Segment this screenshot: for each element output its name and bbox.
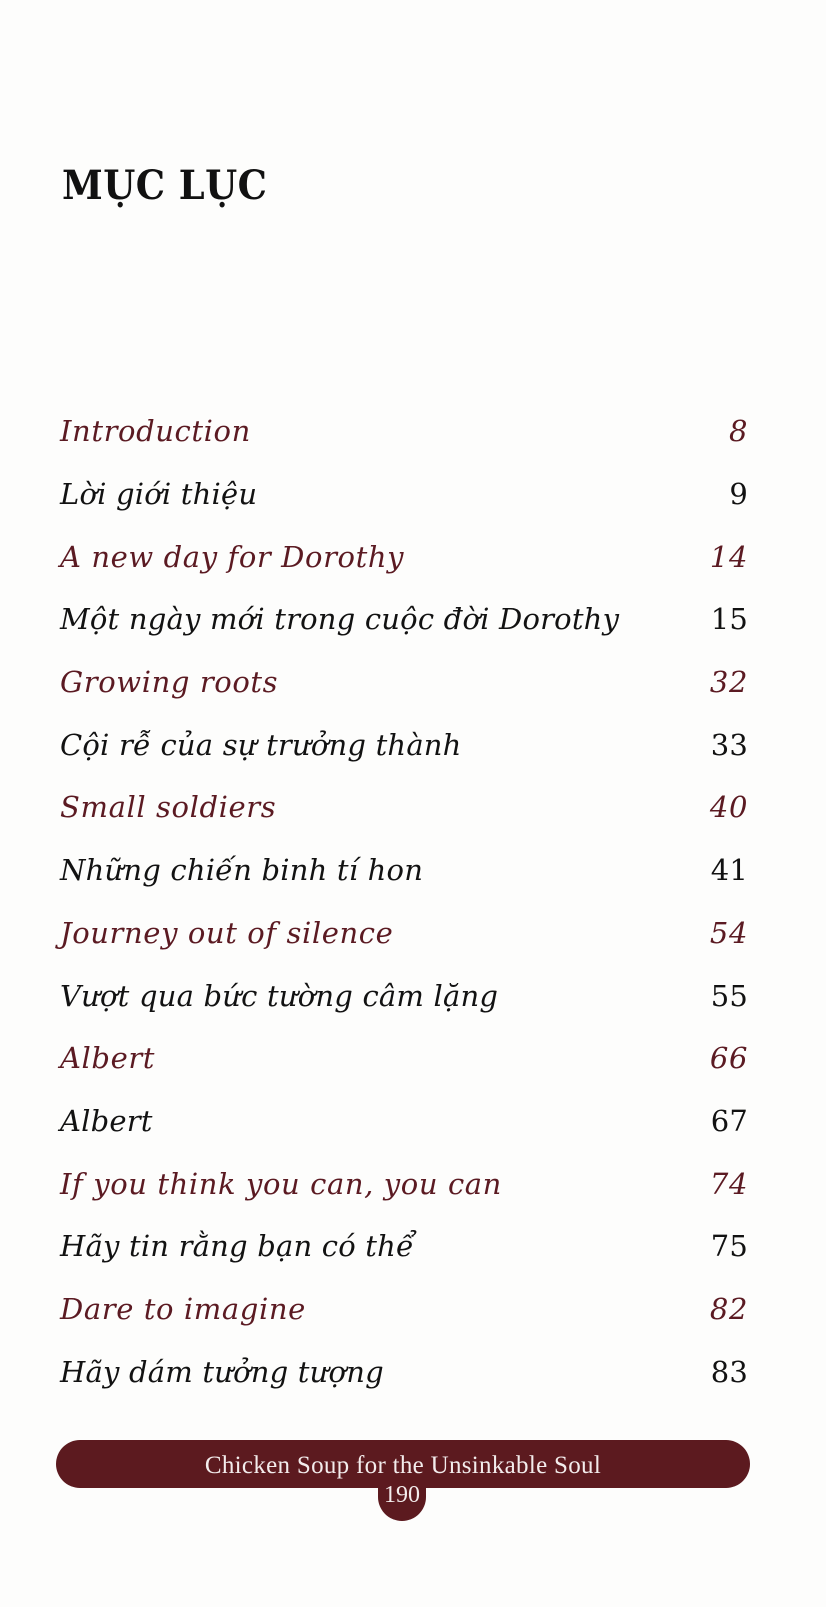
footer-book-title: Chicken Soup for the Unsinkable Soul <box>204 1452 602 1479</box>
toc-entry <box>60 1152 748 1215</box>
toc-entry <box>60 1215 748 1278</box>
toc-entry-title: Lời giới thiệu <box>60 477 258 512</box>
toc-entry-page: 67 <box>710 1103 748 1138</box>
toc-entry-title: Dare to imagine <box>60 1291 306 1326</box>
toc-entry <box>60 525 748 588</box>
toc-entry-title: A new day for Dorothy <box>60 539 405 574</box>
toc-entry <box>60 964 748 1027</box>
toc-entry-page: 74 <box>709 1166 748 1201</box>
toc-entry-page: 9 <box>729 477 748 512</box>
page-number: 190 <box>384 1482 420 1508</box>
toc-entry <box>60 588 748 651</box>
toc-entry <box>60 1278 748 1341</box>
toc-entry-title: If you think you can, you can <box>60 1166 502 1201</box>
toc-entry-title: Journey out of silence <box>60 915 394 950</box>
toc-entry-title: Cội rễ của sự trưởng thành <box>60 727 462 762</box>
toc-entry-page: 33 <box>710 727 748 762</box>
toc-entry <box>60 400 748 463</box>
toc-entry-title: Hãy dám tưởng tượng <box>60 1354 384 1389</box>
toc-entry-title: Vượt qua bức tường câm lặng <box>60 978 499 1013</box>
toc-entry <box>60 463 748 526</box>
toc-entry-page: 8 <box>728 414 748 449</box>
toc-entry-page: 54 <box>709 915 748 950</box>
table-of-contents <box>60 400 748 1403</box>
toc-entry <box>60 902 748 965</box>
toc-entry-title: Growing roots <box>60 665 279 700</box>
toc-entry-page: 15 <box>710 602 748 637</box>
toc-entry-page: 41 <box>710 853 748 888</box>
toc-entry <box>60 839 748 902</box>
toc-entry <box>60 651 748 714</box>
toc-entry-page: 14 <box>709 539 748 574</box>
page-number-badge <box>378 1483 426 1521</box>
toc-entry-title: Những chiến binh tí hon <box>60 853 424 888</box>
toc-entry-title: Một ngày mới trong cuộc đời Dorothy <box>60 602 620 637</box>
toc-entry <box>60 1340 748 1403</box>
toc-entry-page: 66 <box>709 1041 748 1076</box>
toc-entry-page: 83 <box>710 1354 748 1389</box>
toc-entry-title: Albert <box>60 1041 156 1076</box>
toc-entry-title: Hãy tin rằng bạn có thể <box>60 1229 415 1264</box>
toc-entry-title: Albert <box>60 1103 153 1138</box>
toc-entry <box>60 1090 748 1153</box>
footer-bar <box>56 1440 750 1488</box>
toc-entry-page: 32 <box>709 665 748 700</box>
toc-entry <box>60 1027 748 1090</box>
toc-entry-title: Introduction <box>60 414 251 449</box>
toc-entry-page: 82 <box>709 1291 748 1326</box>
toc-entry-page: 75 <box>710 1229 748 1264</box>
toc-entry <box>60 776 748 839</box>
toc-entry-page: 55 <box>710 978 748 1013</box>
toc-entry <box>60 713 748 776</box>
toc-entry-page: 40 <box>709 790 748 825</box>
toc-entry-title: Small soldiers <box>60 790 277 825</box>
page-title: MỤC LỤC <box>62 162 268 209</box>
